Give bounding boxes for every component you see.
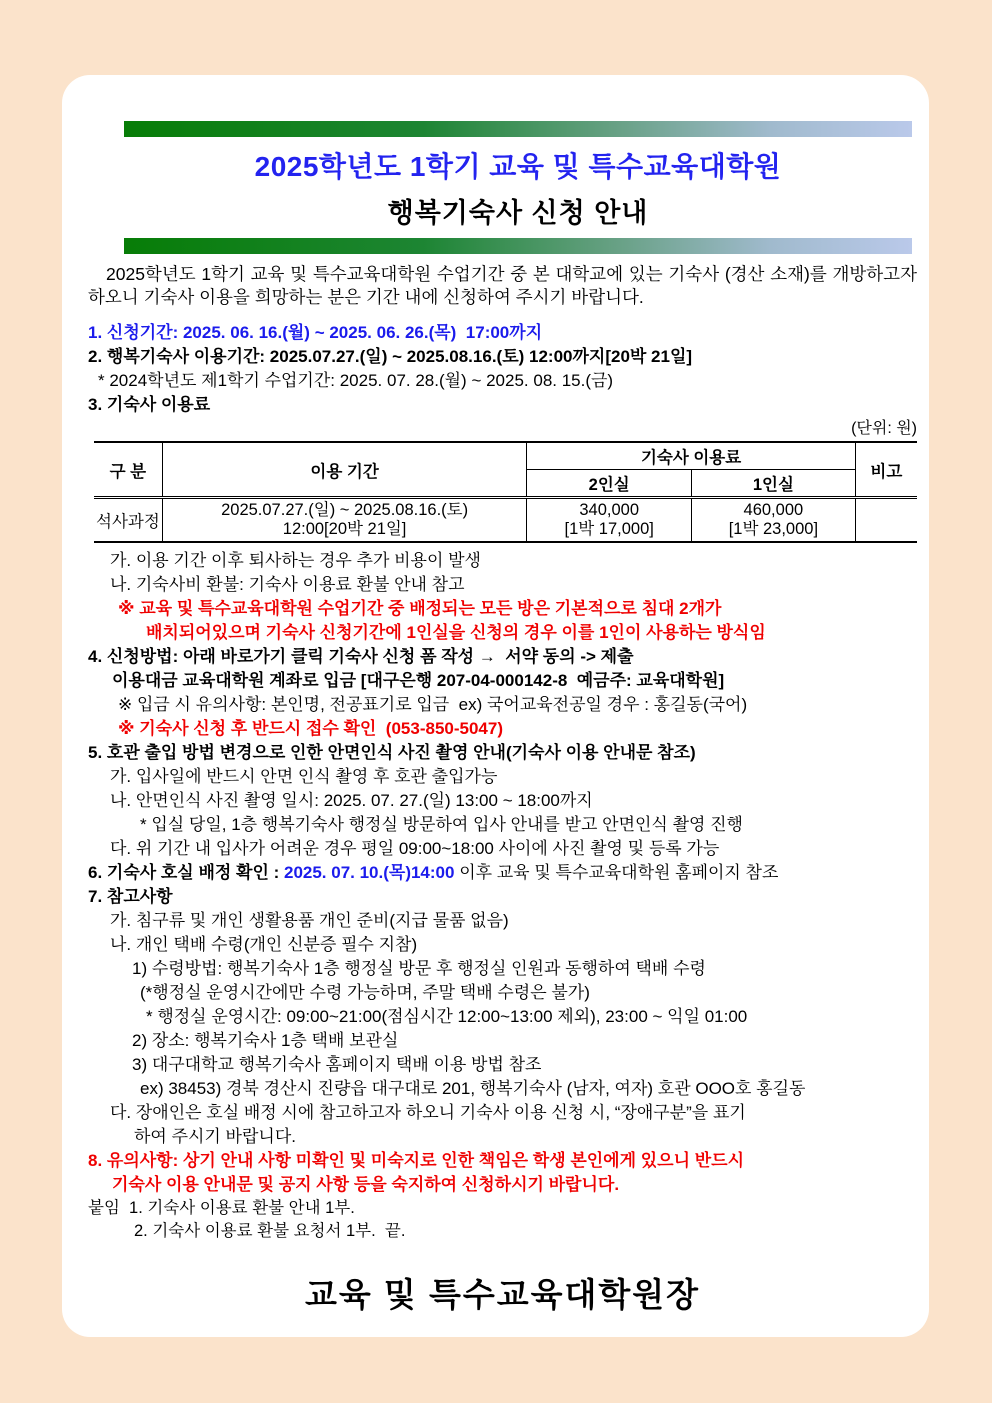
section-5-item-b: 나. 안면인식 사진 촬영 일시: 2025. 07. 27.(일) 13:00 ~ 18:00까지	[110, 791, 593, 810]
fee-cell-period-line1: 2025.07.27.(일) ~ 2025.08.16.(토)	[221, 501, 469, 519]
section-3-warning-line1: ※ 교육 및 특수교육대학원 수업기간 중 배정되는 모든 방은 기본적으로 침대 2개가	[118, 599, 722, 618]
title-block	[124, 145, 912, 230]
section-6-prefix: 6. 기숙사 호실 배정 확인 :	[88, 863, 284, 882]
attachment-line2: 2. 기숙사 이용료 환불 요청서 1부. 끝.	[134, 1222, 406, 1240]
fee-cell-single-line1: 460,000	[743, 501, 804, 519]
fee-cell-note	[855, 498, 917, 543]
section-6-room-assignment	[88, 861, 917, 885]
signature-dean: 교육 및 특수교육대학원장	[305, 1276, 700, 1313]
fee-table-header-double-room: 2인실	[527, 470, 692, 498]
attachment-line1: 붙임 1. 기숙사 이용료 환불 안내 1부.	[88, 1199, 355, 1217]
section-3-warning-line2: 배치되어있으며 기숙사 신청기간에 1인실을 신청의 경우 이를 1인이 사용하는 방식임	[146, 623, 766, 642]
section-4-confirm-note: ※ 기숙사 신청 후 반드시 접수 확인 (053-850-5047)	[118, 719, 503, 738]
section-7-references: 7. 참고사항	[88, 887, 173, 906]
section-7-item-b3-example: ex) 38453) 경북 경산시 진량읍 대구대로 201, 행복기숙사 (남자, 여자) 호관 OOO호 홍길동	[140, 1079, 806, 1098]
section-1-application-period: 1. 신청기간: 2025. 06. 16.(월) ~ 2025. 06. 26.(목) 17:00까지	[88, 323, 543, 342]
fee-unit-label: (단위: 원)	[851, 420, 917, 437]
fee-cell-single-room	[691, 498, 855, 543]
section-6-suffix: 이후 교육 및 특수교육대학원 홈페이지 참조	[454, 863, 779, 882]
fee-cell-double-line1: 340,000	[579, 501, 640, 519]
section-4-deposit-note: ※ 입금 시 유의사항: 본인명, 전공표기로 입금 ex) 국어교육전공일 경우 : 홍길동(국어)	[118, 695, 748, 714]
section-3-fee-heading: 3. 기숙사 이용료	[88, 395, 211, 414]
fee-table-header-period: 이용 기간	[162, 442, 527, 498]
section-7-item-b: 나. 개인 택배 수령(개인 신분증 필수 지참)	[110, 935, 418, 954]
section-5-face-recognition: 5. 호관 출입 방법 변경으로 인한 안면인식 사진 촬영 안내(기숙사 이용 안내문 참조)	[88, 743, 696, 762]
document-sheet	[62, 75, 929, 1337]
section-2-note: * 2024학년도 제1학기 수업기간: 2025. 07. 28.(월) ~ 2025. 08. 15.(금)	[98, 371, 614, 390]
section-5-item-a: 가. 입사일에 반드시 안면 인식 촬영 후 호관 출입가능	[110, 767, 498, 786]
intro-paragraph: 2025학년도 1학기 교육 및 특수교육대학원 수업기간 중 본 대학교에 있는 기숙사 (경산 소재)를 개방하고자 하오니 기숙사 이용을 희망하는 분은 기간 내에 신청하여 주시기 바랍니다.	[88, 264, 917, 307]
section-7-item-a: 가. 침구류 및 개인 생활용품 개인 준비(지급 물품 없음)	[110, 911, 509, 930]
section-7-item-b3: 3) 대구대학교 행복기숙사 홈페이지 택배 이용 방법 참조	[132, 1055, 542, 1074]
fee-table-header-single-room: 1인실	[691, 470, 855, 498]
section-4-bank-account: 이용대금 교육대학원 계좌로 입금 [대구은행 207-04-000142-8 예금주: 교육대학원]	[112, 671, 725, 690]
section-5-item-c: 다. 위 기간 내 입사가 어려운 경우 평일 09:00~18:00 사이에 사진 촬영 및 등록 가능	[110, 839, 720, 858]
section-7-item-b1-note1: (*행정실 운영시간에만 수령 가능하며, 주말 택배 수령은 불가)	[140, 983, 590, 1002]
page-title-line2: 행복기숙사 신청 안내	[387, 198, 649, 228]
section-7-item-b2: 2) 장소: 행복기숙사 1층 택배 보관실	[132, 1031, 399, 1050]
section-2-usage-period: 2. 행복기숙사 이용기간: 2025.07.27.(일) ~ 2025.08.16.(토) 12:00까지[20박 21일]	[88, 347, 693, 366]
section-7-item-c-line2: 하여 주시기 바랍니다.	[134, 1127, 296, 1146]
fee-cell-double-room	[527, 498, 692, 543]
fee-table	[94, 441, 917, 543]
fee-cell-single-line2: [1박 23,000]	[728, 520, 819, 538]
section-3-item-a: 가. 이용 기간 이후 퇴사하는 경우 추가 비용이 발생	[110, 551, 481, 570]
fee-table-header-division: 구 분	[94, 442, 162, 498]
section-8-caution-line1: 8. 유의사항: 상기 안내 사항 미확인 및 미숙지로 인한 책임은 학생 본인에게 있으니 반드시	[88, 1151, 745, 1170]
document-body	[62, 263, 929, 1316]
document-header	[62, 75, 929, 254]
section-7-item-b1-note2: * 행정실 운영시간: 09:00~21:00(점심시간 12:00~13:00 제외), 23:00 ~ 익일 01:00	[146, 1007, 748, 1026]
section-6-date: 2025. 07. 10.(목)14:00	[283, 863, 455, 882]
header-gradient-bar-bottom	[124, 238, 912, 254]
section-3-item-b: 나. 기숙사비 환불: 기숙사 이용료 환불 안내 참고	[110, 575, 465, 594]
section-8-caution-line2: 기숙사 이용 안내문 및 공지 사항 등을 숙지하여 신청하시기 바랍니다.	[112, 1175, 620, 1194]
fee-table-row-masters	[94, 498, 917, 543]
section-5-item-b-note: * 입실 당일, 1층 행복기숙사 행정실 방문하여 입사 안내를 받고 안면인식 촬영 진행	[140, 815, 743, 834]
section-7-item-c-line1: 다. 장애인은 호실 배정 시에 참고하고자 하오니 기숙사 이용 신청 시, “장애구분”을 표기	[110, 1103, 746, 1122]
fee-cell-division: 석사과정	[94, 498, 162, 543]
section-4-application-method: 4. 신청방법: 아래 바로가기 클릭 기숙사 신청 폼 작성 → 서약 동의 -> 제출	[88, 647, 634, 666]
page-title-line1: 2025학년도 1학기 교육 및 특수교육대학원	[254, 151, 782, 182]
header-gradient-bar-top	[124, 121, 912, 137]
section-7-item-b1: 1) 수령방법: 행복기숙사 1층 행정실 방문 후 행정실 인원과 동행하여 택배 수령	[132, 959, 706, 978]
fee-table-header-note: 비고	[855, 442, 917, 498]
fee-table-header-fee-group: 기숙사 이용료	[527, 442, 855, 470]
fee-cell-period	[162, 498, 527, 543]
fee-cell-double-line2: [1박 17,000]	[564, 520, 654, 538]
fee-cell-period-line2: 12:00[20박 21일]	[282, 520, 407, 538]
